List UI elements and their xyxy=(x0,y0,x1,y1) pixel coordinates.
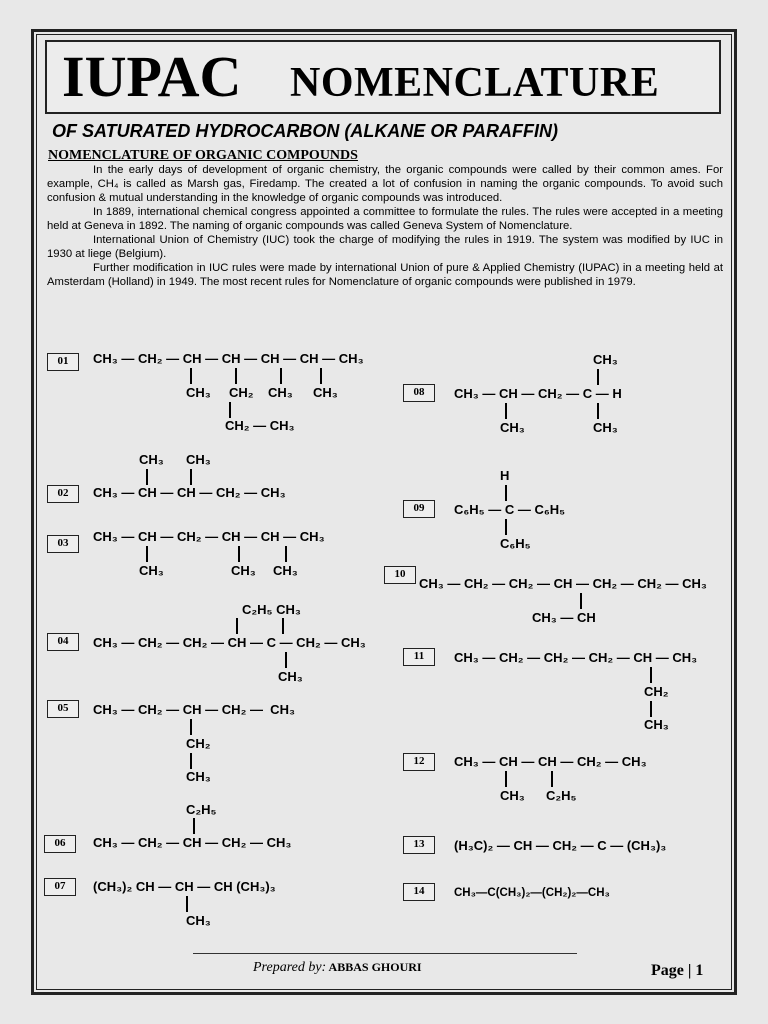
bond-line xyxy=(580,593,582,609)
formula-main-chain: CH₃ — CH — CH — CH₂ — CH₃ xyxy=(93,485,286,500)
bond-line xyxy=(320,368,322,384)
title-nomenclature: NOMENCLATURE xyxy=(290,60,660,106)
formula-main-chain: (H₃C)₂ — CH — CH₂ — C — (CH₃)₃ xyxy=(454,838,667,853)
bond-line xyxy=(146,469,148,485)
formula-main-chain: CH₃ — CH₂ — CH — CH — CH — CH — CH₃ xyxy=(93,351,364,366)
compound-number: 06 xyxy=(44,835,76,853)
paragraph-1: In the early days of development of organic chemistry, the organic compounds were called by their common ames. For example, CH₄ is called as Marsh gas, Firedamp. The created a lot of confusion in naming the organic compounds. To avoid such confusion & mutual understanding in the knowledge of organic compounds was introduced. xyxy=(47,164,723,204)
bond-line xyxy=(282,618,284,634)
bond-line xyxy=(186,896,188,912)
formula-main-chain: CH₃ — CH₂ — CH₂ — CH — C — CH₂ — CH₃ xyxy=(93,635,366,650)
bond-line xyxy=(190,719,192,735)
formula-substituent: CH₃ xyxy=(139,563,164,578)
bond-line xyxy=(190,469,192,485)
bond-line xyxy=(597,403,599,419)
paragraph-3: International Union of Chemistry (IUC) took the charge of modifying the rules in 1919. The system was modified by IUC in 1930 at liege (Belgium). xyxy=(47,234,723,260)
compound-number: 01 xyxy=(47,353,79,371)
formula-substituent: H xyxy=(500,468,510,483)
formula-substituent: CH₂ xyxy=(644,684,669,699)
bond-line xyxy=(193,818,195,834)
bond-line xyxy=(238,546,240,562)
formula-substituent: CH₃ xyxy=(644,717,669,732)
bond-line xyxy=(146,546,148,562)
signature-line xyxy=(193,953,577,954)
formula-substituent: CH₃ xyxy=(139,452,164,467)
bond-line xyxy=(235,368,237,384)
compound-number: 07 xyxy=(44,878,76,896)
formula-substituent: CH₃ xyxy=(278,669,303,684)
bond-line xyxy=(190,753,192,769)
bond-line xyxy=(505,485,507,501)
formula-substituent: CH₃ xyxy=(273,563,298,578)
formula-main-chain: CH₃ — CH₂ — CH₂ — CH₂ — CH — CH₃ xyxy=(454,650,698,665)
bond-line xyxy=(650,667,652,683)
formula-substituent: C₆H₅ xyxy=(500,536,531,551)
section-heading: NOMENCLATURE OF ORGANIC COMPOUNDS xyxy=(48,148,358,163)
bond-line xyxy=(236,618,238,634)
bond-line xyxy=(505,519,507,535)
compound-number: 12 xyxy=(403,753,435,771)
formula-substituent: C₂H₅ xyxy=(186,802,217,817)
prepared-by xyxy=(253,960,422,976)
formula-main-chain: CH₃ — CH₂ — CH — CH₂ — CH₃ xyxy=(93,835,292,850)
title-iupac: IUPAC xyxy=(62,44,242,109)
bond-line xyxy=(280,368,282,384)
formula-substituent: CH₃ xyxy=(593,352,618,367)
formula-substituent: CH₃ xyxy=(186,769,211,784)
formula-main-chain: CH₃—C(CH₃)₂—(CH₂)₂—CH₃ xyxy=(454,887,610,899)
subtitle: OF SATURATED HYDROCARBON (ALKANE OR PARAFFIN) xyxy=(52,121,558,141)
formula-main-chain: (CH₃)₂ CH — CH — CH (CH₃)₃ xyxy=(93,879,276,894)
bond-line xyxy=(505,403,507,419)
formula-main-chain: CH₃ — CH — CH₂ — C — H xyxy=(454,386,622,401)
bond-line xyxy=(505,771,507,787)
compound-number: 13 xyxy=(403,836,435,854)
author-name: ABBAS GHOURI xyxy=(326,960,422,974)
bond-line xyxy=(285,546,287,562)
formula-substituent: CH₃ xyxy=(500,420,525,435)
compound-number: 10 xyxy=(384,566,416,584)
compound-number: 11 xyxy=(403,648,435,666)
compound-number: 08 xyxy=(403,384,435,402)
formula-substituent: CH₃ xyxy=(313,385,338,400)
formula-substituent: CH₂ — CH₃ xyxy=(225,418,295,433)
formula-main-chain: C₆H₅ — C — C₆H₅ xyxy=(454,502,566,517)
compound-number: 04 xyxy=(47,633,79,651)
formula-substituent: CH₂ xyxy=(229,385,254,400)
formula-substituent: C₂H₅ xyxy=(546,788,577,803)
compound-number: 14 xyxy=(403,883,435,901)
bond-line xyxy=(229,402,231,418)
formula-substituent: CH₃ xyxy=(500,788,525,803)
formula-substituent: CH₃ xyxy=(231,563,256,578)
bond-line xyxy=(597,369,599,385)
compound-number: 03 xyxy=(47,535,79,553)
page-number: Page | 1 xyxy=(651,962,704,979)
bond-line xyxy=(285,652,287,668)
formula-main-chain: CH₃ — CH — CH — CH₂ — CH₃ xyxy=(454,754,647,769)
intro-paragraphs xyxy=(47,163,723,289)
compound-number: 09 xyxy=(403,500,435,518)
bond-line xyxy=(650,701,652,717)
formula-main-chain: CH₃ — CH₂ — CH — CH₂ — CH₃ xyxy=(93,702,295,717)
formula-substituent: CH₃ xyxy=(268,385,293,400)
formula-substituent: C₂H₅ CH₃ xyxy=(242,602,301,617)
formula-substituent: CH₃ xyxy=(186,913,211,928)
formula-main-chain: CH₃ — CH — CH₂ — CH — CH — CH₃ xyxy=(93,529,325,544)
formula-substituent: CH₃ xyxy=(186,385,211,400)
compound-number: 02 xyxy=(47,485,79,503)
prepared-by-label: Prepared by: xyxy=(253,960,327,975)
paragraph-4: Further modification in IUC rules were made by international Union of pure & Applied Chemistry (IUPAC) in a meeting held at Amsterdam (Holland) in 1949. The most recent rules for Nomenclature of organic compounds were published in 1979. xyxy=(47,262,723,288)
formula-substituent: CH₂ xyxy=(186,736,211,751)
paragraph-2: In 1889, international chemical congress appointed a committee to formulate the rules. The rules were accepted in a meeting held at Geneva in 1892. The naming of organic compounds was called Geneva System of Nomenclature. xyxy=(47,206,723,232)
compound-number: 05 xyxy=(47,700,79,718)
formula-main-chain: CH₃ — CH₂ — CH₂ — CH — CH₂ — CH₂ — CH₃ xyxy=(419,576,707,591)
bond-line xyxy=(190,368,192,384)
formula-substituent: CH₃ — CH xyxy=(532,610,596,625)
formula-substituent: CH₃ xyxy=(186,452,211,467)
formula-substituent: CH₃ xyxy=(593,420,618,435)
bond-line xyxy=(551,771,553,787)
